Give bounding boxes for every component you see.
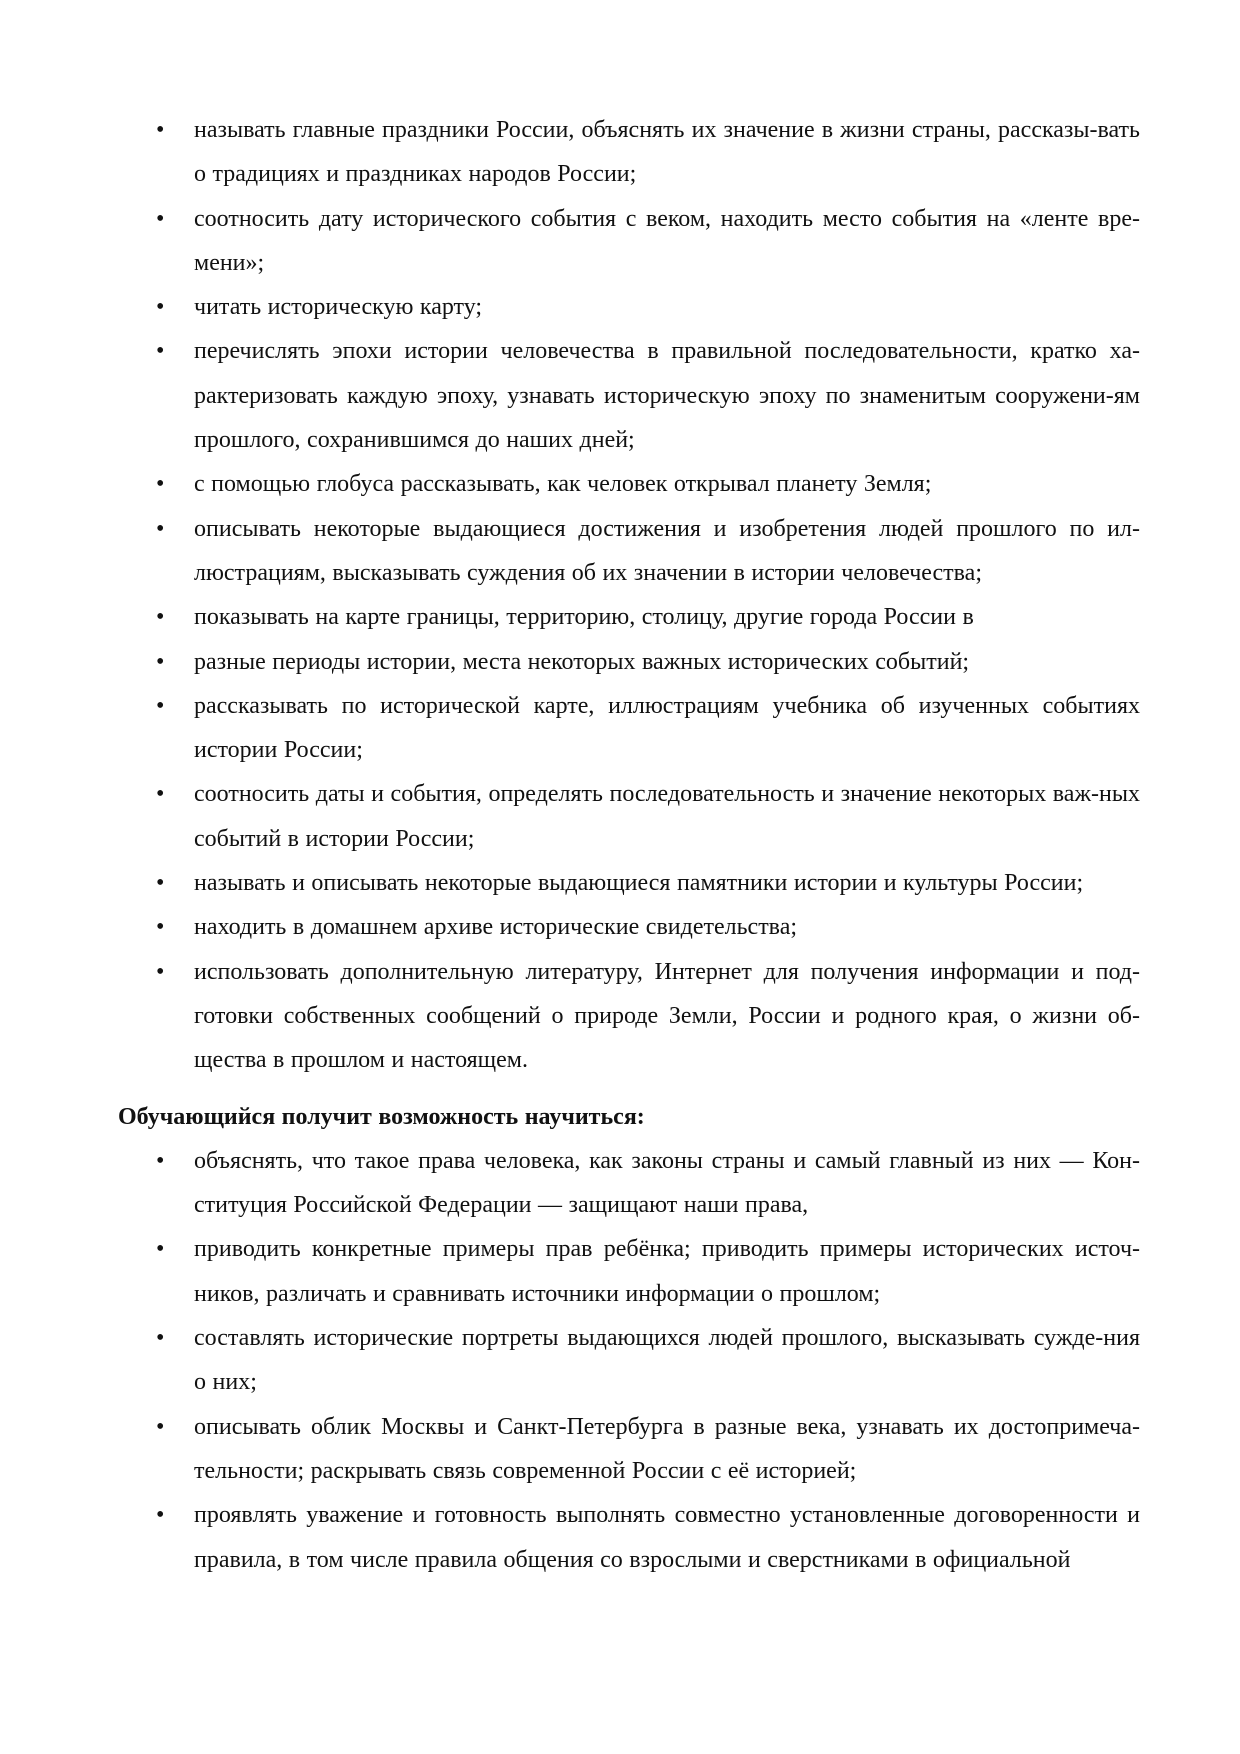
list-item-text: описывать облик Москвы и Санкт-Петербурга в разные века, узнавать их достопримеча-тельности; раскрывать связь современной России с её историей; bbox=[194, 1413, 1140, 1484]
list-item-text: объяснять, что такое права человека, как законы страны и самый главный из них — Кон-ституция Российской Федерации — защищают наши права, bbox=[194, 1147, 1140, 1219]
bullet-icon: • bbox=[156, 1413, 165, 1440]
list-item bbox=[118, 772, 1140, 861]
list-item-text: использовать дополнительную литературу, Интернет для получения информации и под-готовки собственных сообщений о природе Земли, России и родного края, о жизни об-щества в прошлом и настоящем. bbox=[194, 958, 1140, 1074]
bullet-icon: • bbox=[156, 117, 165, 143]
bullet-icon: • bbox=[156, 914, 165, 941]
list-item bbox=[118, 595, 1140, 639]
list-item bbox=[118, 684, 1140, 773]
document-body bbox=[118, 108, 1140, 1582]
bullet-icon: • bbox=[156, 870, 165, 897]
skills-list bbox=[118, 108, 1140, 1083]
list-item bbox=[118, 329, 1140, 462]
list-item bbox=[118, 285, 1140, 329]
list-item bbox=[118, 1227, 1140, 1316]
bullet-icon: • bbox=[156, 604, 165, 631]
list-item bbox=[118, 640, 1140, 684]
bullet-icon: • bbox=[156, 648, 165, 675]
list-item-text: рассказывать по исторической карте, иллюстрациям учебника об изученных событиях истории России; bbox=[194, 692, 1140, 764]
bullet-icon: • bbox=[156, 1325, 165, 1352]
list-item-text: читать историческую карту; bbox=[194, 294, 483, 321]
bullet-icon: • bbox=[156, 205, 165, 232]
list-item-text: описывать некоторые выдающиеся достижения и изобретения людей прошлого по ил-люстрациям, высказывать суждения об их значении в истории человечества; bbox=[194, 515, 1140, 586]
list-item-text: перечислять эпохи истории человечества в правильной последовательности, кратко ха-рактеризовать каждую эпоху, узнавать историческую эпоху по знаменитым сооружени-ям прошлого, сохранившимся до наших дней; bbox=[194, 338, 1140, 454]
bullet-icon: • bbox=[156, 471, 165, 498]
list-item-text: проявлять уважение и готовность выполнять совместно установленные договоренности и правила, в том числе правила общения со взрослыми и сверстниками в официальной bbox=[194, 1502, 1140, 1573]
list-item bbox=[118, 1139, 1140, 1228]
list-item bbox=[118, 462, 1140, 506]
bullet-icon: • bbox=[156, 781, 165, 808]
bullet-icon: • bbox=[156, 1147, 165, 1174]
list-item bbox=[118, 1316, 1140, 1405]
list-item bbox=[118, 1405, 1140, 1494]
bullet-icon: • bbox=[156, 1502, 165, 1529]
list-item bbox=[118, 108, 1140, 197]
section-heading: Обучающийся получит возможность научиться: bbox=[118, 1103, 645, 1130]
bullet-icon: • bbox=[156, 294, 165, 321]
bullet-icon: • bbox=[156, 338, 165, 365]
list-item-text: соотносить дату исторического события с веком, находить место события на «ленте вре-мени»; bbox=[194, 205, 1140, 276]
list-item-text: показывать на карте границы, территорию, столицу, другие города России в bbox=[194, 604, 974, 631]
list-item-text: составлять исторические портреты выдающихся людей прошлого, высказывать сужде-ния о них; bbox=[194, 1325, 1140, 1396]
opportunities-list bbox=[118, 1139, 1140, 1582]
list-item bbox=[118, 507, 1140, 596]
list-item-text: с помощью глобуса рассказывать, как человек открывал планету Земля; bbox=[194, 471, 932, 498]
bullet-icon: • bbox=[156, 692, 165, 719]
list-item-text: разные периоды истории, места некоторых важных исторических событий; bbox=[194, 648, 970, 675]
list-item-text: находить в домашнем архиве исторические свидетельства; bbox=[194, 914, 798, 941]
bullet-icon: • bbox=[156, 1236, 165, 1263]
list-item bbox=[118, 861, 1140, 905]
list-item-text: называть и описывать некоторые выдающиеся памятники истории и культуры России; bbox=[194, 870, 1084, 897]
list-item bbox=[118, 950, 1140, 1083]
list-item bbox=[118, 905, 1140, 949]
list-item bbox=[118, 1493, 1140, 1582]
list-item-text: соотносить даты и события, определять последовательность и значение некоторых важ-ных событий в истории России; bbox=[194, 781, 1140, 852]
list-item bbox=[118, 197, 1140, 286]
bullet-icon: • bbox=[156, 958, 165, 985]
bullet-icon: • bbox=[156, 515, 165, 542]
list-item-text: приводить конкретные примеры прав ребёнка; приводить примеры исторических источ-ников, различать и сравнивать источники информации о прошлом; bbox=[194, 1236, 1140, 1307]
list-item-text: называть главные праздники России, объяснять их значение в жизни страны, рассказы-вать о традициях и праздниках народов России; bbox=[194, 117, 1140, 188]
